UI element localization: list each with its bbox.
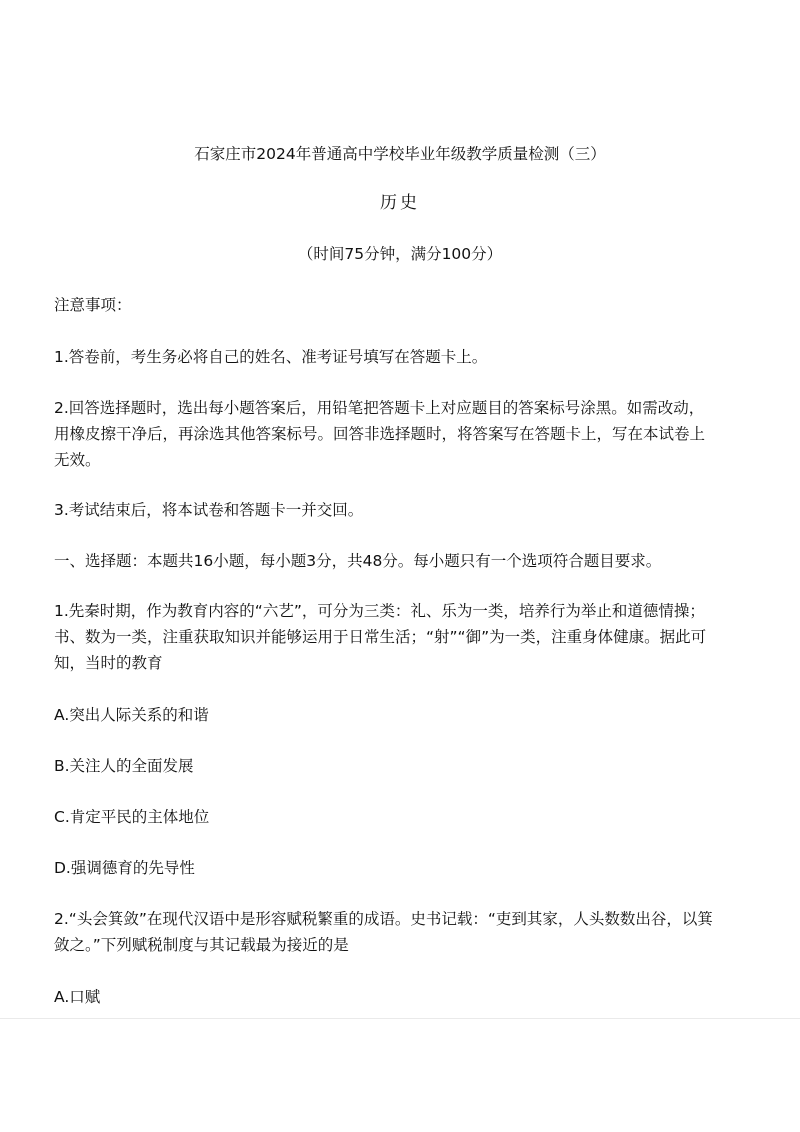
subject-title: 历史 xyxy=(380,193,420,213)
section-heading: 一、选择题：本题共16小题，每小题3分，共48分。每小题只有一个选项符合题目要求。 xyxy=(54,552,662,570)
question-2-option-a: A.口赋 xyxy=(54,988,101,1006)
question-1-line-3: 知，当时的教育 xyxy=(54,654,163,672)
notice-heading: 注意事项： xyxy=(54,296,132,314)
question-1-option-b: B.关注人的全面发展 xyxy=(54,757,194,775)
notice-item-1: 1.答卷前，考生务必将自己的姓名、准考证号填写在答题卡上。 xyxy=(54,348,488,366)
question-1-line-2: 书、数为一类，注重获取知识并能够运用于日常生活；“射”“御”为一类，注重身体健康。据此可 xyxy=(54,628,707,646)
time-info: （时间75分钟，满分100分） xyxy=(297,245,503,263)
question-1-line-1: 1.先秦时期，作为教育内容的“六艺”，可分为三类：礼、乐为一类，培养行为举止和道德情操； xyxy=(54,602,705,620)
question-2-line-2: 敛之。”下列赋税制度与其记载最为接近的是 xyxy=(54,936,349,954)
notice-item-3: 3.考试结束后，将本试卷和答题卡一并交回。 xyxy=(54,501,364,519)
question-2-line-1: 2.“头会箕敛”在现代汉语中是形容赋税繁重的成语。史书记载：“吏到其家，人头数数出谷，以箕 xyxy=(54,910,713,928)
exam-title: 石家庄市2024年普通高中学校毕业年级教学质量检测（三） xyxy=(194,145,606,163)
question-1-option-a: A.突出人际关系的和谐 xyxy=(54,706,209,724)
blank-bottom-area xyxy=(0,1019,800,1132)
question-1-option-c: C.肯定平民的主体地位 xyxy=(54,808,210,826)
question-1-option-d: D.强调德育的先导性 xyxy=(54,859,195,877)
notice-item-2-line-2: 用橡皮擦干净后，再涂选其他答案标号。回答非选择题时，将答案写在答题卡上，写在本试卷上 xyxy=(54,425,706,443)
notice-item-2-line-3: 无效。 xyxy=(54,451,101,469)
notice-item-2-line-1: 2.回答选择题时，选出每小题答案后，用铅笔把答题卡上对应题目的答案标号涂黑。如需改动， xyxy=(54,399,705,417)
